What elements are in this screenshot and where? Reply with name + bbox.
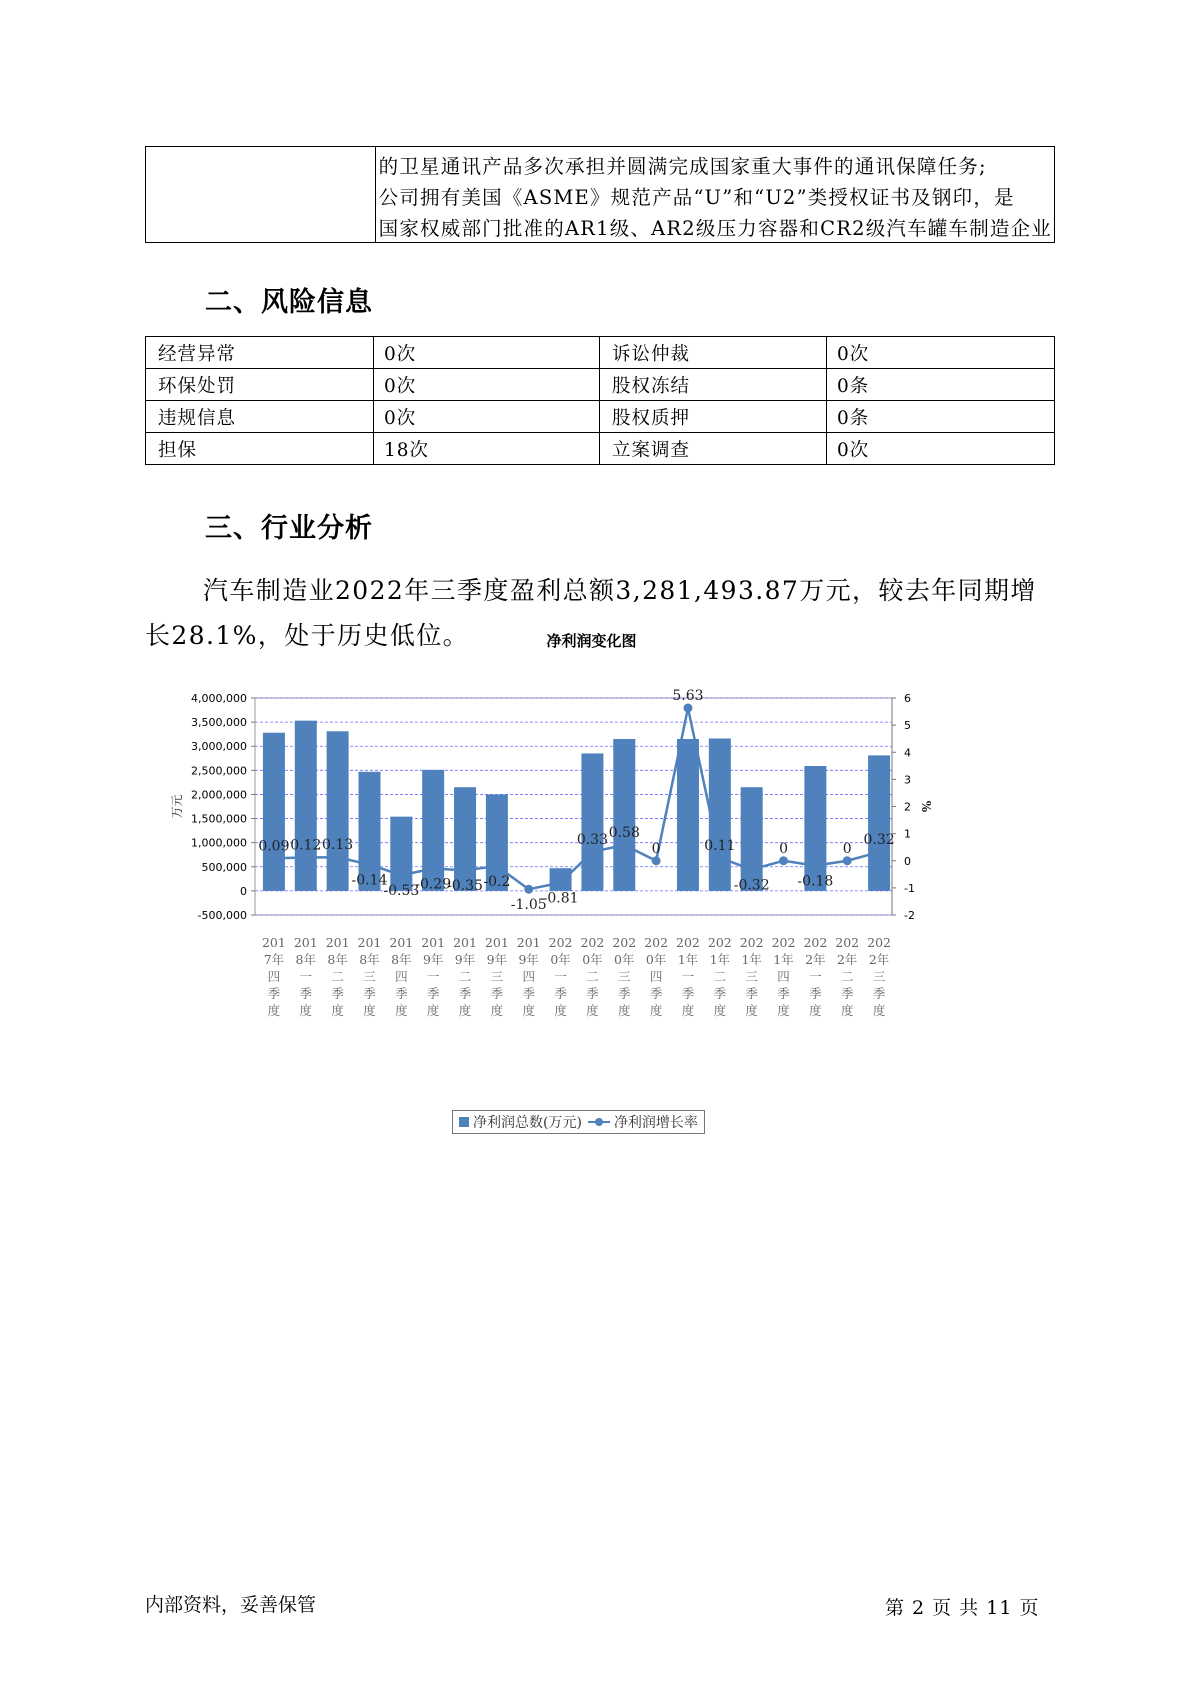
x-tick-label: 度 xyxy=(681,1003,695,1018)
risk-key: 担保 xyxy=(146,433,374,465)
y2-tick-label: 1 xyxy=(904,827,911,841)
x-tick-label: 202 xyxy=(580,935,605,950)
bar-swatch-icon xyxy=(459,1117,469,1127)
y2-tick-label: -1 xyxy=(904,881,915,895)
footer-confidential: 内部资料，妥善保管 xyxy=(145,1594,317,1616)
y-tick-label: 1,000,000 xyxy=(191,836,247,850)
growth-point xyxy=(524,885,533,894)
bar-2017年四季度 xyxy=(263,733,285,891)
x-tick-label: 三 xyxy=(745,969,758,984)
risk-key: 立案调查 xyxy=(600,433,827,465)
x-tick-label: 季 xyxy=(554,986,567,1001)
x-tick-label: 三 xyxy=(490,969,504,984)
bar-2020年二季度 xyxy=(581,753,603,890)
growth-data-label: 0.58 xyxy=(608,825,640,842)
growth-point xyxy=(811,861,820,870)
bar-2022年一季度 xyxy=(804,766,826,891)
risk-key: 环保处罚 xyxy=(146,369,374,401)
x-tick-label: 季 xyxy=(522,986,535,1001)
x-tick-label: 8年 xyxy=(295,952,317,967)
x-tick-label: 度 xyxy=(745,1003,758,1018)
x-tick-label: 二 xyxy=(586,969,599,984)
x-tick-label: 二 xyxy=(713,969,727,984)
growth-point xyxy=(461,866,470,875)
growth-data-label: 0.32 xyxy=(863,832,895,849)
x-tick-label: 一 xyxy=(681,969,695,984)
y-tick-label: -500,000 xyxy=(197,909,247,922)
growth-point xyxy=(747,865,756,874)
y2-axis-title: % xyxy=(919,800,933,813)
x-tick-label: 四 xyxy=(777,969,790,984)
bar-2018年二季度 xyxy=(327,731,349,891)
growth-point xyxy=(779,856,788,865)
x-tick-label: 一 xyxy=(426,969,440,984)
x-tick-label: 一 xyxy=(299,969,313,984)
legend-item-line: 净利润增长率 xyxy=(588,1112,698,1132)
y2-tick-label: 2 xyxy=(904,800,911,814)
x-tick-label: 9年 xyxy=(486,952,508,967)
x-tick-label: 度 xyxy=(458,1003,472,1018)
x-tick-label: 一 xyxy=(809,969,822,984)
growth-data-label: 0.09 xyxy=(258,838,290,855)
x-tick-label: 度 xyxy=(331,1003,344,1018)
risk-row xyxy=(146,433,1055,465)
x-tick-label: 1年 xyxy=(677,952,699,967)
y-tick-label: 1,500,000 xyxy=(191,812,247,826)
company-profile-table xyxy=(145,146,1055,243)
bar-2018年四季度 xyxy=(390,817,412,891)
industry-heading: 三、行业分析 xyxy=(205,513,373,544)
x-tick-label: 度 xyxy=(395,1003,408,1018)
legend-item-bar: 净利润总数(万元) xyxy=(459,1112,582,1132)
risk-value: 0次 xyxy=(374,369,600,401)
chart-title: 净利润变化图 xyxy=(546,632,637,650)
x-tick-label: 201 xyxy=(325,935,350,950)
net-profit-chart xyxy=(170,632,980,1140)
risk-row xyxy=(146,369,1055,401)
x-tick-label: 度 xyxy=(649,1003,663,1018)
y-tick-label: 3,500,000 xyxy=(191,716,247,730)
x-tick-label: 202 xyxy=(771,935,796,950)
y2-tick-label: 0 xyxy=(904,854,911,868)
x-tick-label: 四 xyxy=(395,969,408,984)
growth-data-label: 0.11 xyxy=(704,837,736,854)
x-tick-label: 三 xyxy=(363,969,376,984)
description-line: 国家权威部门批准的AR1级、AR2级压力容器和CR2级汽车罐车制造企业 xyxy=(378,217,1052,240)
x-tick-label: 度 xyxy=(363,1003,376,1018)
x-tick-label: 度 xyxy=(554,1003,567,1018)
growth-data-label: 0 xyxy=(842,840,852,857)
bar-2020年三季度 xyxy=(613,739,635,891)
x-tick-label: 季 xyxy=(618,986,631,1001)
x-tick-label: 202 xyxy=(676,935,700,950)
x-tick-label: 度 xyxy=(267,1003,281,1018)
risk-value: 0次 xyxy=(374,337,600,369)
description-line: 公司拥有美国《ASME》规范产品“U”和“U2”类授权证书及钢印，是 xyxy=(378,186,1015,209)
x-tick-label: 202 xyxy=(835,935,860,950)
growth-data-label: -0.18 xyxy=(797,873,834,890)
x-tick-label: 1年 xyxy=(709,952,731,967)
x-tick-label: 9年 xyxy=(518,952,539,967)
growth-point xyxy=(397,871,406,880)
x-tick-label: 202 xyxy=(867,935,892,950)
x-tick-label: 季 xyxy=(267,986,281,1001)
growth-data-label: -1.05 xyxy=(510,897,547,914)
risk-value: 18次 xyxy=(374,433,600,465)
x-tick-label: 度 xyxy=(586,1003,599,1018)
x-tick-label: 度 xyxy=(618,1003,631,1018)
growth-data-label: -0.81 xyxy=(542,890,579,907)
growth-data-label: 0.13 xyxy=(322,837,354,854)
x-tick-label: 季 xyxy=(331,986,344,1001)
x-tick-label: 8年 xyxy=(327,952,348,967)
x-tick-label: 0年 xyxy=(582,952,603,967)
growth-data-label: 0 xyxy=(651,840,661,857)
x-tick-label: 季 xyxy=(426,986,440,1001)
growth-point xyxy=(365,860,374,869)
x-tick-label: 季 xyxy=(713,986,727,1001)
x-tick-label: 1年 xyxy=(741,952,762,967)
y-tick-label: 2,000,000 xyxy=(191,788,247,802)
x-tick-label: 2年 xyxy=(836,952,858,967)
paragraph-text: 汽车制造业2022年三季度盈利总额3,281,493.87万元，较去年同期增长28.1%，处于历史低位。 xyxy=(145,576,1037,650)
risk-value: 0次 xyxy=(827,433,1055,465)
x-tick-label: 202 xyxy=(612,935,637,950)
x-tick-label: 度 xyxy=(522,1003,535,1018)
chart-svg xyxy=(170,632,980,1110)
y-tick-label: 0 xyxy=(240,884,247,898)
bar-2022年三季度 xyxy=(868,755,890,891)
growth-point xyxy=(333,853,342,862)
growth-data-label: 5.63 xyxy=(672,688,704,705)
x-tick-label: 季 xyxy=(872,986,886,1001)
risk-key: 经营异常 xyxy=(146,337,374,369)
x-tick-label: 度 xyxy=(299,1003,313,1018)
x-tick-label: 0年 xyxy=(645,952,667,967)
x-tick-label: 度 xyxy=(840,1003,854,1018)
x-tick-label: 季 xyxy=(745,986,758,1001)
risk-value: 0条 xyxy=(827,369,1055,401)
bar-2021年一季度 xyxy=(677,739,699,891)
x-tick-label: 202 xyxy=(739,935,764,950)
bar-2021年三季度 xyxy=(741,787,763,891)
risk-key: 违规信息 xyxy=(146,401,374,433)
x-tick-label: 0年 xyxy=(614,952,635,967)
x-tick-label: 201 xyxy=(484,935,509,950)
growth-point xyxy=(620,841,629,850)
x-tick-label: 度 xyxy=(872,1003,886,1018)
x-tick-label: 7年 xyxy=(263,952,285,967)
risk-value: 0次 xyxy=(374,401,600,433)
x-tick-label: 8年 xyxy=(391,952,412,967)
chart-legend xyxy=(452,1110,705,1134)
y2-tick-label: 3 xyxy=(904,773,911,787)
growth-point xyxy=(843,856,852,865)
risk-key: 诉讼仲裁 xyxy=(600,337,827,369)
x-tick-label: 201 xyxy=(293,935,318,950)
x-tick-label: 季 xyxy=(363,986,376,1001)
growth-point xyxy=(492,862,501,871)
x-tick-label: 202 xyxy=(803,935,828,950)
growth-data-label: -0.14 xyxy=(351,872,388,889)
y2-tick-label: 5 xyxy=(904,719,911,733)
line-marker-icon xyxy=(588,1117,610,1127)
growth-data-label: -0.32 xyxy=(733,877,770,894)
growth-point xyxy=(875,848,884,857)
growth-point xyxy=(269,854,278,863)
bar-2019年二季度 xyxy=(454,787,476,891)
x-tick-label: 9年 xyxy=(422,952,444,967)
x-tick-label: 季 xyxy=(649,986,663,1001)
risk-value: 0条 xyxy=(827,401,1055,433)
risk-key: 股权冻结 xyxy=(600,369,827,401)
x-tick-label: 度 xyxy=(490,1003,504,1018)
x-tick-label: 201 xyxy=(453,935,477,950)
x-tick-label: 季 xyxy=(490,986,504,1001)
x-tick-label: 季 xyxy=(458,986,472,1001)
y2-tick-label: -2 xyxy=(904,909,915,922)
table-empty-cell xyxy=(146,147,376,242)
x-tick-label: 二 xyxy=(331,969,344,984)
growth-point xyxy=(429,864,438,873)
x-tick-label: 季 xyxy=(395,986,408,1001)
growth-point xyxy=(301,853,310,862)
y2-tick-label: 6 xyxy=(904,692,911,705)
growth-data-label: 0 xyxy=(779,840,788,857)
x-tick-label: 三 xyxy=(618,969,631,984)
risk-heading: 二、风险信息 xyxy=(205,287,373,318)
table-description-cell xyxy=(376,147,1054,242)
x-tick-label: 二 xyxy=(840,969,854,984)
growth-point xyxy=(715,853,724,862)
growth-point xyxy=(652,856,661,865)
risk-key: 股权质押 xyxy=(600,401,827,433)
growth-data-label: -0.2 xyxy=(483,874,511,891)
x-tick-label: 201 xyxy=(261,935,286,950)
x-tick-label: 季 xyxy=(681,986,695,1001)
x-tick-label: 1年 xyxy=(773,952,794,967)
x-tick-label: 度 xyxy=(777,1003,790,1018)
bar-2018年一季度 xyxy=(295,721,317,891)
description-line: 的卫星通讯产品多次承担并圆满完成国家重大事件的通讯保障任务; xyxy=(378,155,987,178)
y2-tick-label: 4 xyxy=(904,746,911,760)
growth-data-label: -0.29 xyxy=(415,876,452,893)
growth-point xyxy=(588,847,597,856)
x-tick-label: 一 xyxy=(554,969,567,984)
x-tick-label: 季 xyxy=(809,986,822,1001)
x-tick-label: 201 xyxy=(516,935,541,950)
x-tick-label: 202 xyxy=(707,935,732,950)
growth-data-label: -0.35 xyxy=(447,878,483,895)
x-tick-label: 二 xyxy=(458,969,472,984)
x-tick-label: 四 xyxy=(649,969,663,984)
x-tick-label: 2年 xyxy=(868,952,890,967)
y-tick-label: 2,500,000 xyxy=(191,764,247,778)
x-tick-label: 度 xyxy=(809,1003,822,1018)
growth-data-label: 0.33 xyxy=(576,831,609,848)
growth-data-label: 0.12 xyxy=(290,837,322,854)
x-tick-label: 三 xyxy=(872,969,886,984)
x-tick-label: 202 xyxy=(644,935,669,950)
y-tick-label: 4,000,000 xyxy=(191,692,247,705)
x-tick-label: 2年 xyxy=(805,952,826,967)
x-tick-label: 季 xyxy=(777,986,790,1001)
x-tick-label: 度 xyxy=(426,1003,440,1018)
x-tick-label: 季 xyxy=(840,986,854,1001)
growth-point xyxy=(683,704,692,713)
x-tick-label: 季 xyxy=(586,986,599,1001)
y-tick-label: 500,000 xyxy=(201,860,247,874)
y-axis-title: 万元 xyxy=(170,794,184,819)
x-tick-label: 201 xyxy=(421,935,446,950)
growth-data-label: -0.53 xyxy=(383,883,420,900)
risk-row xyxy=(146,401,1055,433)
footer-page-number: 第 2 页 共 11 页 xyxy=(885,1597,1040,1619)
y-tick-label: 3,000,000 xyxy=(191,740,247,754)
x-tick-label: 9年 xyxy=(454,952,476,967)
x-tick-label: 201 xyxy=(357,935,382,950)
x-tick-label: 度 xyxy=(713,1003,727,1018)
x-tick-label: 8年 xyxy=(359,952,380,967)
risk-table xyxy=(145,336,1055,465)
risk-value: 0次 xyxy=(827,337,1055,369)
risk-row xyxy=(146,337,1055,369)
x-tick-label: 四 xyxy=(522,969,535,984)
x-tick-label: 季 xyxy=(299,986,313,1001)
x-tick-label: 四 xyxy=(267,969,281,984)
x-tick-label: 0年 xyxy=(550,952,571,967)
bar-2021年二季度 xyxy=(709,739,731,891)
x-tick-label: 201 xyxy=(389,935,414,950)
growth-point xyxy=(556,878,565,887)
x-tick-label: 202 xyxy=(548,935,573,950)
